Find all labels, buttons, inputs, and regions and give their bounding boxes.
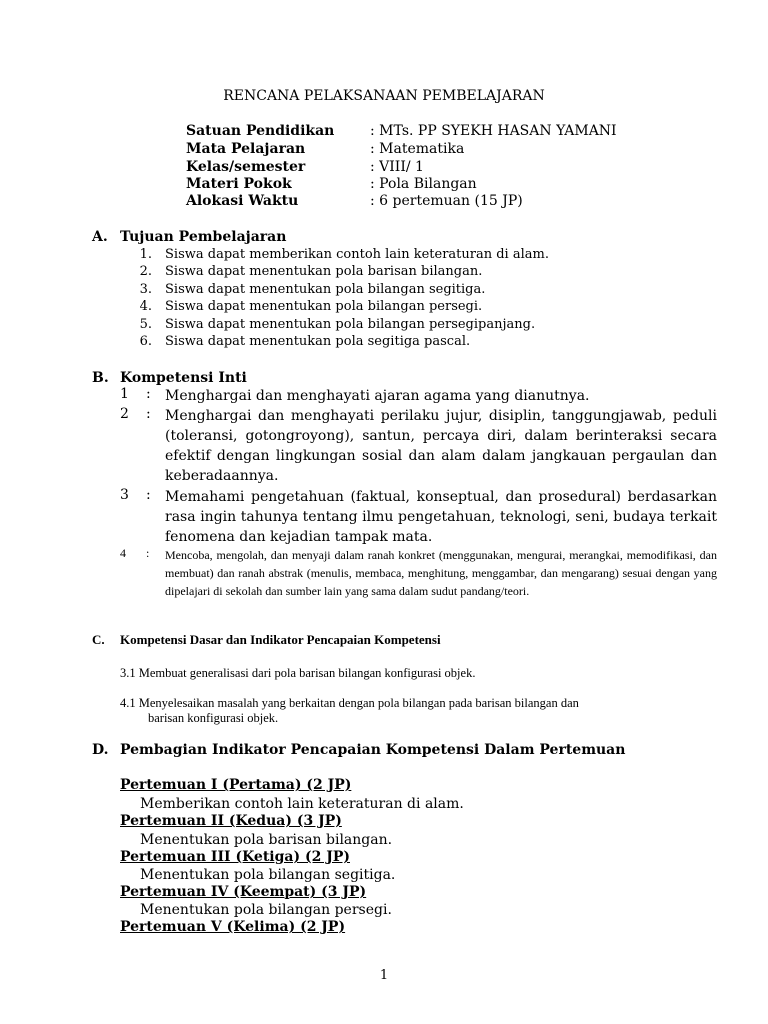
meeting-description: Menentukan pola bilangan segitiga. [140,867,396,883]
identity-value-alokasi: : 6 pertemuan (15 JP) [370,193,523,209]
goal-number: 5. [139,317,152,332]
section-b-letter: B. [92,370,109,386]
kd-item-continuation: barisan konfigurasi objek. [148,711,279,725]
ki-item: Memahami pengetahuan (faktual, konseptual, dan prosedural) berdasarkan rasa ingin tahunya tentang ilmu pengetahuan, teknologi, seni, budaya terkait fenomena dan kejadian tampak mata. [165,489,717,545]
meeting-description: Memberikan contoh lain keteraturan di alam. [140,796,464,812]
section-c-heading: Kompetensi Dasar dan Indikator Pencapaian Kompetensi [120,632,441,647]
goal-item: Siswa dapat memberikan contoh lain keteraturan di alam. [165,247,549,262]
goal-number: 1. [139,247,152,262]
meeting-description: Menentukan pola barisan bilangan. [140,832,393,848]
ki-number: 3 [120,487,129,503]
ki-item: Menghargai dan menghayati ajaran agama yang dianutnya. [165,388,590,404]
document-title: RENCANA PELAKSANAAN PEMBELAJARAN [223,88,545,104]
ki-number: 2 [120,406,129,422]
ki-item: Menghargai dan menghayati perilaku jujur, disiplin, tanggungjawab, peduli (toleransi, gotongroyong), santun, percaya diri, dalam berinteraksi secara efektif dengan lingkungan sosial dan alam dalam jangkauan pergaulan dan keberadaannya. [165,408,717,484]
goal-item: Siswa dapat menentukan pola bilangan persegipanjang. [165,317,536,332]
meeting-title: Pertemuan IV (Keempat) (3 JP) [120,884,367,900]
ki-number: 1 [120,386,129,402]
identity-label-alokasi: Alokasi Waktu [186,193,299,209]
goal-number: 2. [139,264,152,279]
meeting-title: Pertemuan II (Kedua) (3 JP) [120,813,342,829]
goal-item: Siswa dapat menentukan pola bilangan segitiga. [165,282,486,297]
meeting-title: Pertemuan I (Pertama) (2 JP) [120,777,352,793]
goal-number: 6. [139,334,152,349]
identity-label-satuan: Satuan Pendidikan [186,123,335,139]
identity-value-mapel: : Matematika [370,141,465,157]
section-a-letter: A. [92,229,108,245]
goal-number: 4. [139,299,152,314]
goal-item: Siswa dapat menentukan pola barisan bilangan. [165,264,483,279]
page-number: 1 [379,968,389,983]
kd-item: 3.1 Membuat generalisasi dari pola barisan bilangan konfigurasi objek. [120,666,476,680]
meeting-title: Pertemuan III (Ketiga) (2 JP) [120,849,350,865]
ki-item: Mencoba, mengolah, dan menyaji dalam ranah konkret (menggunakan, mengurai, merangkai, memodifikasi, dan membuat) dan ranah abstrak (menulis, membaca, menghitung, menggambar, dan mengarang) sesuai dengan yang dipelajari di sekolah dan sumber lain yang sama dalam sudut pandang/teori. [165,548,717,598]
goal-item: Siswa dapat menentukan pola segitiga pascal. [165,334,471,349]
section-a-heading: Tujuan Pembelajaran [120,229,287,245]
identity-value-satuan: : MTs. PP SYEKH HASAN YAMANI [370,123,617,139]
meeting-description: Menentukan pola bilangan persegi. [140,902,392,918]
ki-colon: : [146,386,151,402]
section-c-letter: C. [92,632,105,647]
ki-colon: : [146,406,151,422]
goal-item: Siswa dapat menentukan pola bilangan persegi. [165,299,483,314]
section-b-heading: Kompetensi Inti [120,370,247,386]
section-d-heading: Pembagian Indikator Pencapaian Kompetensi Dalam Pertemuan [120,742,626,758]
goal-number: 3. [139,282,152,297]
meeting-title: Pertemuan V (Kelima) (2 JP) [120,919,346,935]
ki-colon: : [146,546,150,560]
identity-label-mapel: Mata Pelajaran [186,141,306,157]
identity-value-kelas: : VIII/ 1 [370,159,424,175]
kd-item: 4.1 Menyelesaikan masalah yang berkaitan dengan pola bilangan pada barisan bilangan dan [120,696,579,710]
section-d-letter: D. [92,742,109,758]
ki-colon: : [146,487,151,503]
identity-value-materi: : Pola Bilangan [370,176,477,192]
identity-label-materi: Materi Pokok [186,176,292,192]
identity-label-kelas: Kelas/semester [186,159,306,175]
ki-number: 4 [120,546,126,560]
